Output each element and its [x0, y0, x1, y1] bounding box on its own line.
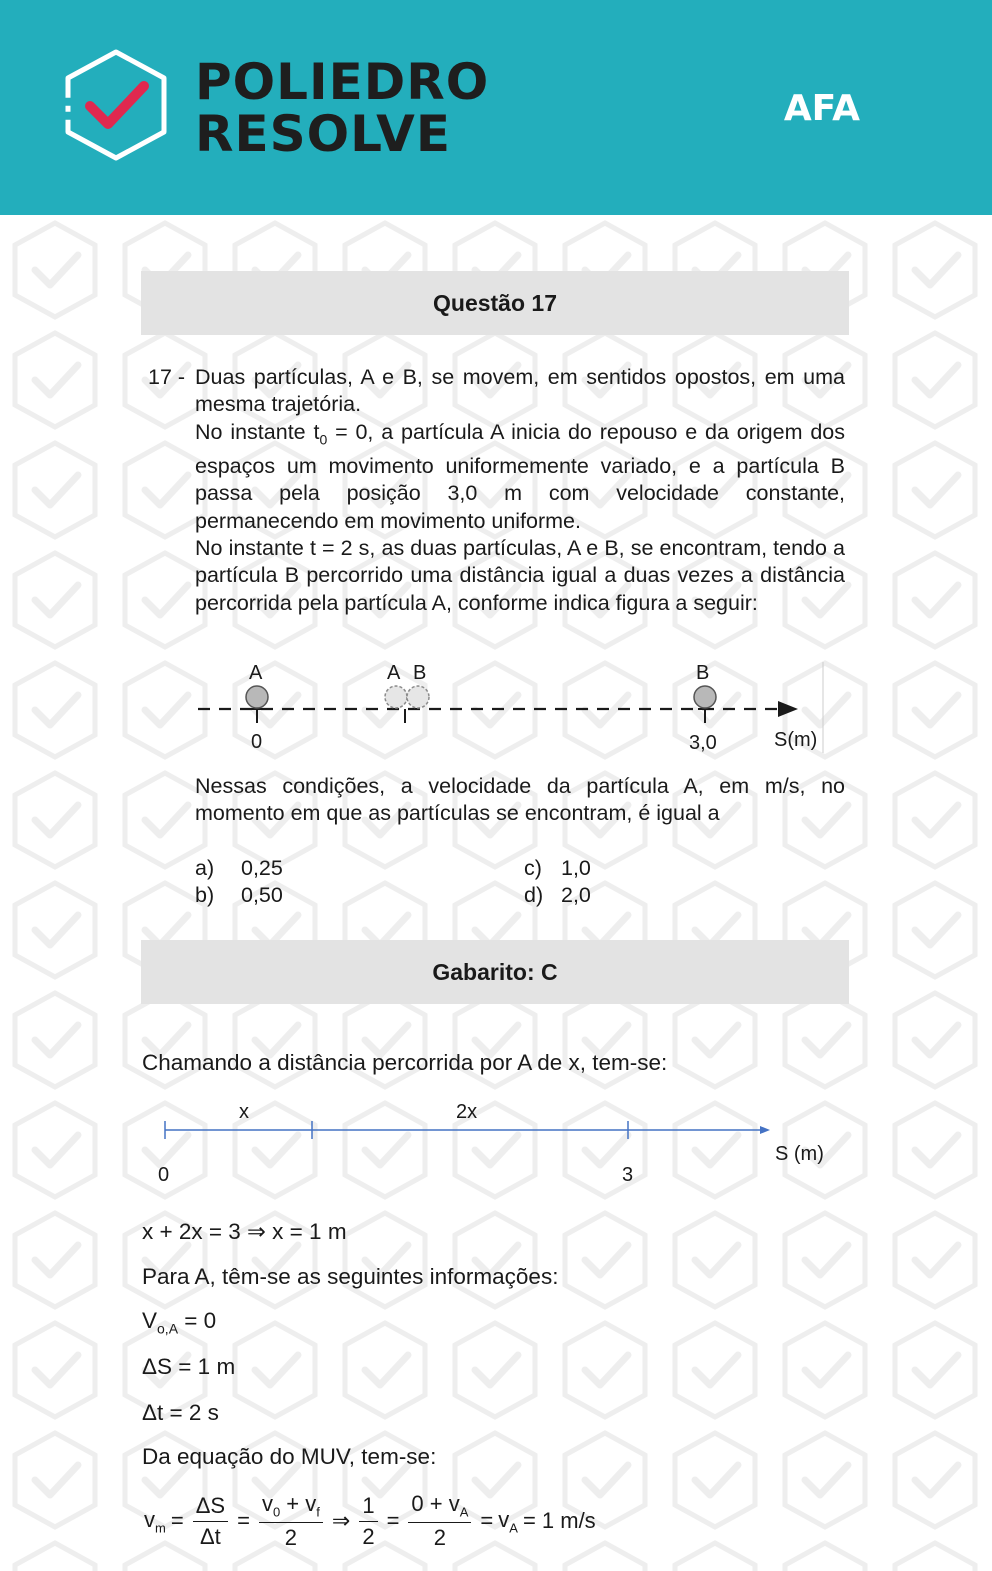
check-hexagon-icon — [62, 48, 170, 162]
exam-label: AFA — [783, 88, 860, 129]
tick-label-3: 3,0 — [689, 732, 717, 754]
brand-logo-text — [195, 53, 490, 163]
vm-symbol: $v_m$ — [144, 1506, 166, 1536]
option-d[interactable]: d) 2,0 — [524, 883, 591, 908]
particle-b-meeting — [407, 686, 429, 708]
fraction-va: $\frac{0 + v_A}{2}$ — [408, 1491, 471, 1550]
header-banner — [0, 0, 992, 215]
axis-arrow-icon — [760, 1126, 770, 1134]
solution-formula: $v_m$ = $\frac{\Delta S}{\Delta t}$ = $\frac{v_0 + v_f}{2}$ ⇒ $\frac{1}{2}$ = $\frac{0 + v_A}{2}$ = $v_A$ = 1 m/s — [144, 1491, 596, 1550]
tick-0-label: 0 — [158, 1164, 170, 1186]
question-title-bar — [141, 271, 849, 335]
options-right — [524, 855, 591, 910]
option-b[interactable]: b) 0,50 — [195, 883, 283, 908]
question-paragraph-3: No instante t = 2 s, as duas partículas, A e B, se encontram, tendo a partícula B percorrido uma distância igual a duas vezes a distância percorrida pela partícula A, conforme indica figura a seguir: — [195, 536, 845, 615]
question-text — [148, 364, 845, 617]
label-meeting-b: B — [413, 662, 427, 684]
particle-a-start — [246, 686, 268, 708]
answer-title: Gabarito: C — [432, 959, 558, 985]
particle-b-start — [694, 686, 716, 708]
brand-line-1: POLIEDRO — [195, 53, 490, 111]
answer-title-bar — [141, 940, 849, 1004]
segment-x-label: x — [239, 1101, 249, 1123]
question-title: Questão 17 — [433, 290, 557, 316]
label-a: A — [249, 662, 263, 684]
tick-3-label: 3 — [622, 1164, 634, 1186]
solution-intro: Chamando a distância percorrida por A de x, tem-se: — [142, 1050, 668, 1075]
question-paragraph-1: Duas partículas, A e B, se movem, em sentidos opostos, em uma mesma trajetória. — [195, 365, 845, 417]
question-prompt: Nessas condições, a velocidade da partícula A, em m/s, no momento em que as partículas se encontram, é igual a — [195, 774, 845, 826]
solution-delta-s: ΔS = 1 m — [142, 1354, 236, 1379]
solution-muv: Da equação do MUV, tem-se: — [142, 1444, 437, 1469]
option-a[interactable]: a) 0,25 — [195, 856, 283, 880]
label-meeting-a: A — [387, 662, 401, 684]
solution-para-a: Para A, têm-se as seguintes informações: — [142, 1264, 559, 1289]
particle-a-meeting — [385, 686, 407, 708]
segment-2x-label: 2x — [456, 1101, 478, 1123]
fraction-1-2: $\frac{1}{2}$ — [359, 1493, 377, 1550]
tick-label-0: 0 — [251, 731, 263, 753]
options-left — [195, 855, 283, 910]
question-number: 17 - — [148, 365, 186, 389]
fraction-ds-dt: $\frac{\Delta S}{\Delta t}$ — [193, 1493, 228, 1550]
question-paragraph-2: No instante $t_0 = 0$, a partícula A inicia do repouso e da origem dos espaços um movimento uniformemente variado, e a partícula B passa pela posição 3,0 m com velocidade constante, permanecendo em movimento uniforme. — [195, 419, 845, 533]
va-symbol: $v_A$ — [498, 1506, 518, 1536]
axis-label: S (m) — [775, 1143, 824, 1165]
solution-figure — [150, 1095, 850, 1195]
axis-label: S(m) — [774, 729, 818, 751]
solution-equation-1: x + 2x = 3 ⇒ x = 1 m — [142, 1219, 347, 1244]
option-c[interactable]: c) 1,0 — [524, 856, 591, 880]
fraction-v0-vf: $\frac{v_0 + v_f}{2}$ — [259, 1491, 323, 1550]
solution-v0: $V_{o,A} = 0$ — [142, 1308, 217, 1337]
label-b: B — [696, 662, 710, 684]
solution-delta-t: Δt = 2 s — [142, 1400, 219, 1425]
question-figure — [190, 657, 830, 757]
formula-result: = 1 m/s — [522, 1508, 596, 1533]
brand-line-2: RESOLVE — [195, 105, 451, 163]
arrow-head-icon — [778, 701, 798, 717]
